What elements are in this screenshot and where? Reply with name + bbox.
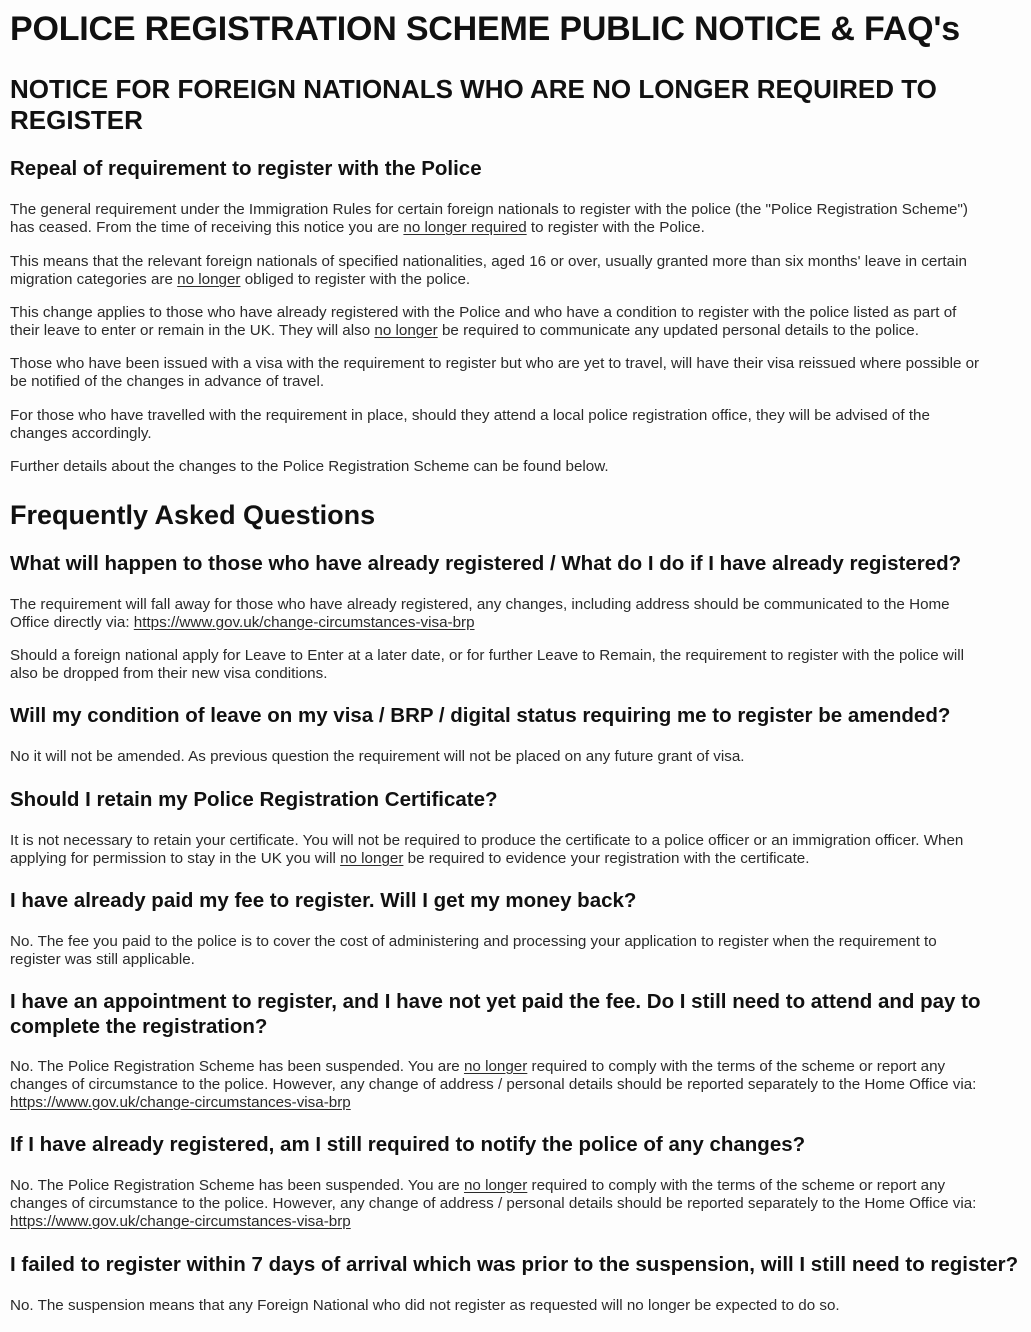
faq-question-5 bbox=[10, 989, 1025, 1039]
text-line: changes of circumstance to the police. However, any change of address / personal details should be reported separately to the Home Office via: bbox=[10, 1195, 977, 1212]
text-line: to register with the Police. bbox=[526, 219, 705, 236]
faq-answer-4 bbox=[10, 933, 1025, 969]
page-title: POLICE REGISTRATION SCHEME PUBLIC NOTICE & FAQ's bbox=[10, 10, 960, 48]
text-line: For those who have travelled with the requirement in place, should they attend a local police registration office, they will be advised of the bbox=[10, 407, 930, 424]
faq-heading: Frequently Asked Questions bbox=[10, 500, 376, 530]
faq-answer-1b bbox=[10, 647, 1025, 683]
faq-answer-7: No. The suspension means that any Foreign National who did not register as requested will no longer be expected to do so. bbox=[10, 1297, 840, 1314]
notice-paragraph-2 bbox=[10, 253, 1025, 289]
faq-answer-5 bbox=[10, 1058, 1025, 1112]
faq-question-7: I failed to register within 7 days of arrival which was prior to the suspension, will I still need to register? bbox=[10, 1253, 1019, 1276]
repeal-subheading: Repeal of requirement to register with the Police bbox=[10, 157, 482, 180]
text-line: be required to evidence your registration with the certificate. bbox=[403, 850, 810, 867]
question-line: complete the registration? bbox=[10, 1015, 268, 1038]
notice-paragraph-1 bbox=[10, 201, 1025, 237]
notice-paragraph-5 bbox=[10, 407, 1025, 443]
text-line: applying for permission to stay in the UK you will bbox=[10, 850, 341, 867]
text-line: The general requirement under the Immigration Rules for certain foreign nationals to register with the police (the "Police Registration Scheme") bbox=[10, 201, 968, 218]
underlined-text: no longer bbox=[374, 322, 438, 339]
underlined-text: no longer bbox=[177, 271, 241, 288]
text-line: register was still applicable. bbox=[10, 951, 195, 968]
text-line: changes accordingly. bbox=[10, 425, 152, 442]
change-circumstances-link[interactable]: https://www.gov.uk/change-circumstances-visa-brp bbox=[10, 1213, 351, 1230]
notice-heading bbox=[10, 74, 1025, 136]
text-line: be required to communicate any updated personal details to the police. bbox=[437, 322, 919, 339]
text-line: It is not necessary to retain your certificate. You will not be required to produce the certificate to a police officer or an immigration officer. When bbox=[10, 832, 964, 849]
faq-question-3: Should I retain my Police Registration Certificate? bbox=[10, 788, 498, 811]
text-line: Those who have been issued with a visa with the requirement to register but who are yet to travel, will have their visa reissued where possible or bbox=[10, 355, 980, 372]
text-line: obliged to register with the police. bbox=[240, 271, 471, 288]
text-line: The requirement will fall away for those who have already registered, any changes, including address should be communicated to the Home bbox=[10, 596, 950, 613]
text-line: required to comply with the terms of the scheme or report any bbox=[527, 1177, 946, 1194]
change-circumstances-link[interactable]: https://www.gov.uk/change-circumstances-visa-brp bbox=[10, 1094, 351, 1111]
faq-question-1: What will happen to those who have already registered / What do I do if I have already registered? bbox=[10, 552, 962, 575]
faq-question-2: Will my condition of leave on my visa / BRP / digital status requiring me to register be amended? bbox=[10, 704, 951, 727]
text-line: No. The Police Registration Scheme has been suspended. You are bbox=[10, 1058, 464, 1075]
notice-heading-line1: NOTICE FOR FOREIGN NATIONALS WHO ARE NO LONGER REQUIRED TO bbox=[10, 74, 937, 104]
text-line: This change applies to those who have already registered with the Police and who have a condition to register with the police listed as part of bbox=[10, 304, 957, 321]
text-line: has ceased. From the time of receiving this notice you are bbox=[10, 219, 404, 236]
text-line: migration categories are bbox=[10, 271, 178, 288]
notice-heading-line2: REGISTER bbox=[10, 105, 143, 135]
underlined-text: no longer bbox=[463, 1177, 528, 1194]
notice-paragraph-4 bbox=[10, 355, 1025, 391]
faq-answer-2: No it will not be amended. As previous question the requirement will not be placed on any future grant of visa. bbox=[10, 748, 745, 765]
faq-answer-1a bbox=[10, 596, 1025, 632]
text-line: No. The fee you paid to the police is to cover the cost of administering and processing your application to register when the requirement to bbox=[10, 933, 937, 950]
question-line: I have an appointment to register, and I have not yet paid the fee. Do I still need to attend and pay to bbox=[10, 990, 981, 1013]
text-line: Should a foreign national apply for Leave to Enter at a later date, or for further Leave to Remain, the requirement to register with the police will bbox=[10, 647, 964, 664]
faq-question-4: I have already paid my fee to register. Will I get my money back? bbox=[10, 889, 637, 912]
underlined-text: no longer bbox=[340, 850, 404, 867]
text-line: This means that the relevant foreign nationals of specified nationalities, aged 16 or over, usually granted more than six months' leave in certain bbox=[10, 253, 967, 270]
faq-answer-3 bbox=[10, 832, 1025, 868]
text-line: also be dropped from their new visa conditions. bbox=[10, 665, 328, 682]
notice-paragraph-6: Further details about the changes to the Police Registration Scheme can be found below. bbox=[10, 458, 609, 475]
text-line: their leave to enter or remain in the UK. They will also bbox=[10, 322, 375, 339]
underlined-text: no longer required bbox=[403, 219, 527, 236]
text-line: required to comply with the terms of the scheme or report any bbox=[527, 1058, 946, 1075]
change-circumstances-link[interactable]: https://www.gov.uk/change-circumstances-visa-brp bbox=[133, 614, 475, 631]
faq-question-6: If I have already registered, am I still required to notify the police of any changes? bbox=[10, 1133, 806, 1156]
text-line: changes of circumstance to the police. However, any change of address / personal details should be reported separately to the Home Office via: bbox=[10, 1076, 977, 1093]
text-line: Office directly via: bbox=[10, 614, 134, 631]
underlined-text: no longer bbox=[463, 1058, 528, 1075]
text-line: be notified of the changes in advance of travel. bbox=[10, 373, 325, 390]
faq-answer-6 bbox=[10, 1177, 1025, 1231]
text-line: No. The Police Registration Scheme has been suspended. You are bbox=[10, 1177, 464, 1194]
notice-paragraph-3 bbox=[10, 304, 1025, 340]
